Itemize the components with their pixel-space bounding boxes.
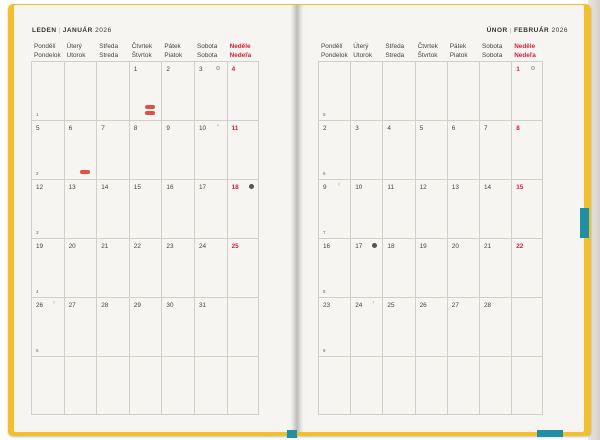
day-cell[interactable] (479, 238, 511, 297)
day-cell[interactable] (31, 61, 64, 120)
day-cell[interactable] (318, 297, 350, 356)
day-number: 2 (323, 125, 327, 132)
day-name-sk: Streda (99, 51, 119, 59)
day-number: 1 (516, 66, 520, 73)
day-cell[interactable] (447, 120, 479, 179)
bookmark-ribbon-bottom-right[interactable] (537, 430, 563, 437)
day-number: 24 (199, 243, 207, 250)
day-name-sk: Štvrtok (417, 51, 438, 59)
day-cell[interactable] (129, 356, 162, 415)
day-number: 20 (68, 243, 76, 250)
day-name-cz: Úterý (353, 43, 369, 50)
day-cell[interactable] (227, 297, 260, 356)
day-number: 21 (101, 243, 109, 250)
day-number: 10 (355, 184, 363, 191)
day-cell[interactable] (96, 297, 129, 356)
day-number: 13 (68, 184, 76, 191)
day-name-sk: Piatok (164, 51, 183, 59)
day-number: 21 (484, 243, 492, 250)
day-name-cz: Středa (99, 43, 119, 50)
day-name-sk: Pondelok (34, 51, 61, 59)
day-cell[interactable] (318, 179, 350, 238)
day-number: 27 (68, 302, 76, 309)
day-header-0 (321, 43, 348, 60)
day-number: 24 (355, 302, 363, 309)
day-number: 12 (36, 184, 44, 191)
moon-phase-icon: › (53, 300, 55, 306)
day-cell[interactable] (227, 179, 260, 238)
day-cell[interactable] (350, 179, 382, 238)
right-page (297, 5, 584, 432)
day-cell[interactable] (64, 179, 97, 238)
day-cell[interactable] (382, 238, 414, 297)
day-name-sk: Štvrtok (131, 51, 152, 59)
day-cell[interactable] (31, 356, 64, 415)
day-name-sk: Nedeľa (229, 51, 252, 59)
day-name-cz: Čtvrtek (417, 43, 438, 50)
day-cell[interactable] (447, 61, 479, 120)
day-cell[interactable] (161, 297, 194, 356)
left-month-year: 2026 (95, 27, 112, 34)
day-cell[interactable] (479, 179, 511, 238)
day-name-cz: Čtvrtek (131, 43, 153, 50)
holiday-badge (145, 111, 155, 115)
day-cell[interactable] (161, 120, 194, 179)
day-number: 23 (166, 243, 174, 250)
day-number: 10 (199, 125, 207, 132)
day-name-sk: Sobota (482, 51, 503, 59)
day-cell[interactable] (447, 238, 479, 297)
day-cell[interactable] (194, 356, 227, 415)
day-cell[interactable] (479, 61, 511, 120)
day-name-cz: Sobota (197, 43, 218, 50)
day-number: 3 (199, 66, 203, 73)
day-header-2 (99, 43, 118, 60)
week-number: 7 (323, 230, 326, 235)
day-header-0 (34, 43, 61, 60)
day-number: 11 (231, 125, 239, 132)
moon-phase-icon (249, 184, 254, 189)
left-month-cz: LEDEN (32, 27, 57, 34)
day-cell[interactable] (415, 238, 447, 297)
day-name-sk: Pondelok (321, 51, 348, 59)
day-cell[interactable] (415, 356, 447, 415)
day-cell[interactable] (382, 120, 414, 179)
day-cell[interactable] (194, 179, 227, 238)
day-cell[interactable] (318, 61, 350, 120)
right-month-cz: ÚNOR (486, 27, 508, 34)
day-number: 1 (133, 66, 138, 73)
day-cell[interactable] (64, 238, 97, 297)
day-number: 14 (484, 184, 492, 191)
day-cell[interactable] (350, 356, 382, 415)
day-number: 4 (387, 125, 391, 132)
day-cell[interactable] (511, 120, 543, 179)
day-name-cz: Pátek (449, 43, 467, 50)
day-cell[interactable] (31, 238, 64, 297)
day-number: 14 (101, 184, 109, 191)
day-number: 5 (36, 125, 40, 132)
day-cell[interactable] (227, 238, 260, 297)
day-name-cz: Středa (385, 43, 405, 50)
day-number: 27 (451, 302, 459, 309)
day-cell[interactable] (318, 120, 350, 179)
day-name-cz: Pondělí (321, 43, 343, 50)
day-cell[interactable] (161, 238, 194, 297)
left-month-sk: JANUÁR (62, 27, 93, 34)
day-cell[interactable] (415, 179, 447, 238)
day-cell[interactable] (382, 179, 414, 238)
week-number: 1 (36, 112, 39, 117)
day-name-cz: Neděle (229, 43, 251, 50)
day-number: 19 (36, 243, 44, 250)
day-cell[interactable] (96, 61, 129, 120)
day-cell[interactable] (415, 120, 447, 179)
right-month-sk: FEBRUÁR (513, 27, 550, 34)
week-number: 9 (323, 348, 326, 353)
day-number: 2 (166, 66, 170, 73)
day-name-cz: Úterý (66, 43, 82, 50)
day-name-cz: Sobota (482, 43, 503, 50)
day-number: 26 (36, 302, 44, 309)
book-gutter (291, 5, 303, 432)
day-number: 5 (419, 125, 424, 132)
day-header-2 (385, 43, 404, 60)
day-header-5 (482, 43, 502, 60)
week-number: 5 (36, 348, 39, 353)
day-cell[interactable] (194, 238, 227, 297)
day-number: 15 (133, 184, 141, 191)
day-cell[interactable] (96, 238, 129, 297)
day-cell[interactable] (511, 297, 543, 356)
day-cell[interactable] (382, 356, 414, 415)
day-header-4 (450, 43, 468, 60)
day-number: 28 (484, 302, 492, 309)
day-cell[interactable] (129, 179, 162, 238)
day-cell[interactable] (479, 356, 511, 415)
day-header-1 (67, 43, 86, 60)
day-number: 8 (133, 125, 138, 132)
left-month-title: LEDEN | JANUÁR 2026 (32, 27, 112, 34)
day-number: 29 (133, 302, 141, 309)
moon-phase-icon: › (372, 300, 375, 306)
day-cell[interactable] (511, 356, 543, 415)
week-number: 8 (323, 289, 326, 294)
day-cell[interactable] (350, 297, 382, 356)
week-number: 2 (36, 171, 39, 176)
day-cell[interactable] (194, 120, 227, 179)
day-name-sk: Streda (385, 51, 405, 59)
moon-phase-icon: ‹ (338, 182, 340, 188)
day-cell[interactable] (318, 238, 350, 297)
day-cell[interactable] (64, 297, 97, 356)
day-cell[interactable] (161, 61, 194, 120)
left-page (14, 5, 297, 432)
day-name-cz: Neděle (514, 43, 536, 50)
day-number: 18 (387, 243, 395, 250)
day-number: 19 (419, 243, 427, 250)
day-header-6 (514, 43, 536, 60)
day-cell[interactable] (194, 297, 227, 356)
day-cell[interactable] (511, 179, 543, 238)
day-number: 22 (133, 243, 141, 250)
bookmark-ribbon-bottom-left[interactable] (287, 430, 297, 438)
day-header-1 (353, 43, 372, 60)
day-number: 26 (419, 302, 427, 309)
day-name-cz: Pátek (164, 43, 181, 50)
day-cell[interactable] (415, 297, 447, 356)
day-name-sk: Nedeľa (514, 51, 536, 59)
week-number: 5 (323, 112, 326, 117)
day-number: 7 (484, 125, 488, 132)
day-cell[interactable] (31, 179, 64, 238)
day-cell[interactable] (161, 356, 194, 415)
day-number: 3 (355, 125, 359, 132)
day-cell[interactable] (96, 356, 129, 415)
day-number: 17 (199, 184, 207, 191)
day-cell[interactable] (350, 238, 382, 297)
day-number: 6 (68, 125, 73, 132)
day-cell[interactable] (161, 179, 194, 238)
day-name-sk: Sobota (197, 51, 218, 59)
day-cell[interactable] (227, 61, 260, 120)
holiday-badge (80, 170, 90, 174)
day-cell[interactable] (64, 61, 97, 120)
day-header-4 (164, 43, 182, 60)
week-number: 3 (36, 230, 39, 235)
day-cell[interactable] (96, 120, 129, 179)
day-number: 25 (387, 302, 395, 309)
moon-phase-icon (216, 66, 220, 70)
day-cell[interactable] (382, 297, 414, 356)
day-cell[interactable] (415, 61, 447, 120)
day-number: 12 (419, 184, 427, 191)
day-number: 18 (231, 184, 239, 191)
day-number: 17 (355, 243, 363, 250)
day-cell[interactable] (511, 238, 543, 297)
right-month-year: 2026 (551, 27, 568, 34)
day-number: 16 (166, 184, 174, 191)
day-cell[interactable] (194, 61, 227, 120)
day-cell[interactable] (227, 120, 260, 179)
right-month-title: ÚNOR | FEBRUÁR 2026 (486, 27, 568, 34)
day-cell[interactable] (31, 297, 64, 356)
day-header-3 (418, 43, 438, 60)
day-number: 16 (323, 243, 331, 250)
day-cell[interactable] (511, 61, 543, 120)
day-number: 23 (323, 302, 331, 309)
day-cell[interactable] (447, 297, 479, 356)
day-number: 4 (231, 66, 236, 73)
day-name-sk: Utorok (66, 51, 86, 59)
day-cell[interactable] (447, 179, 479, 238)
moon-phase-icon: ‹ (217, 123, 219, 129)
day-cell[interactable] (447, 356, 479, 415)
day-cell[interactable] (129, 238, 162, 297)
day-cell[interactable] (479, 297, 511, 356)
day-cell[interactable] (129, 120, 162, 179)
day-cell[interactable] (479, 120, 511, 179)
day-cell[interactable] (31, 120, 64, 179)
day-number: 28 (101, 302, 109, 309)
day-cell[interactable] (318, 356, 350, 415)
holiday-badge (145, 105, 155, 109)
day-header-3 (132, 43, 152, 60)
day-cell[interactable] (350, 120, 382, 179)
week-number: 4 (36, 289, 39, 294)
day-name-sk: Piatok (449, 51, 468, 59)
day-number: 11 (387, 184, 395, 191)
day-number: 15 (516, 184, 524, 191)
day-number: 30 (166, 302, 174, 309)
day-number: 9 (323, 184, 327, 191)
day-number: 8 (516, 125, 520, 132)
day-number: 6 (451, 125, 456, 132)
day-number: 31 (199, 302, 207, 309)
day-number: 22 (516, 243, 524, 250)
day-number: 13 (451, 184, 459, 191)
day-cell[interactable] (129, 297, 162, 356)
day-header-5 (197, 43, 217, 60)
day-cell[interactable] (227, 356, 260, 415)
day-number: 20 (451, 243, 459, 250)
day-number: 7 (101, 125, 105, 132)
day-header-6 (230, 43, 252, 60)
day-name-sk: Utorok (353, 51, 373, 59)
bookmark-ribbon-side[interactable] (580, 208, 589, 238)
week-number: 6 (323, 171, 326, 176)
day-cell[interactable] (96, 179, 129, 238)
day-cell[interactable] (382, 61, 414, 120)
day-name-cz: Pondělí (34, 43, 56, 50)
day-number: 9 (166, 125, 170, 132)
day-cell[interactable] (64, 356, 97, 415)
day-number: 25 (231, 243, 239, 250)
day-cell[interactable] (350, 61, 382, 120)
